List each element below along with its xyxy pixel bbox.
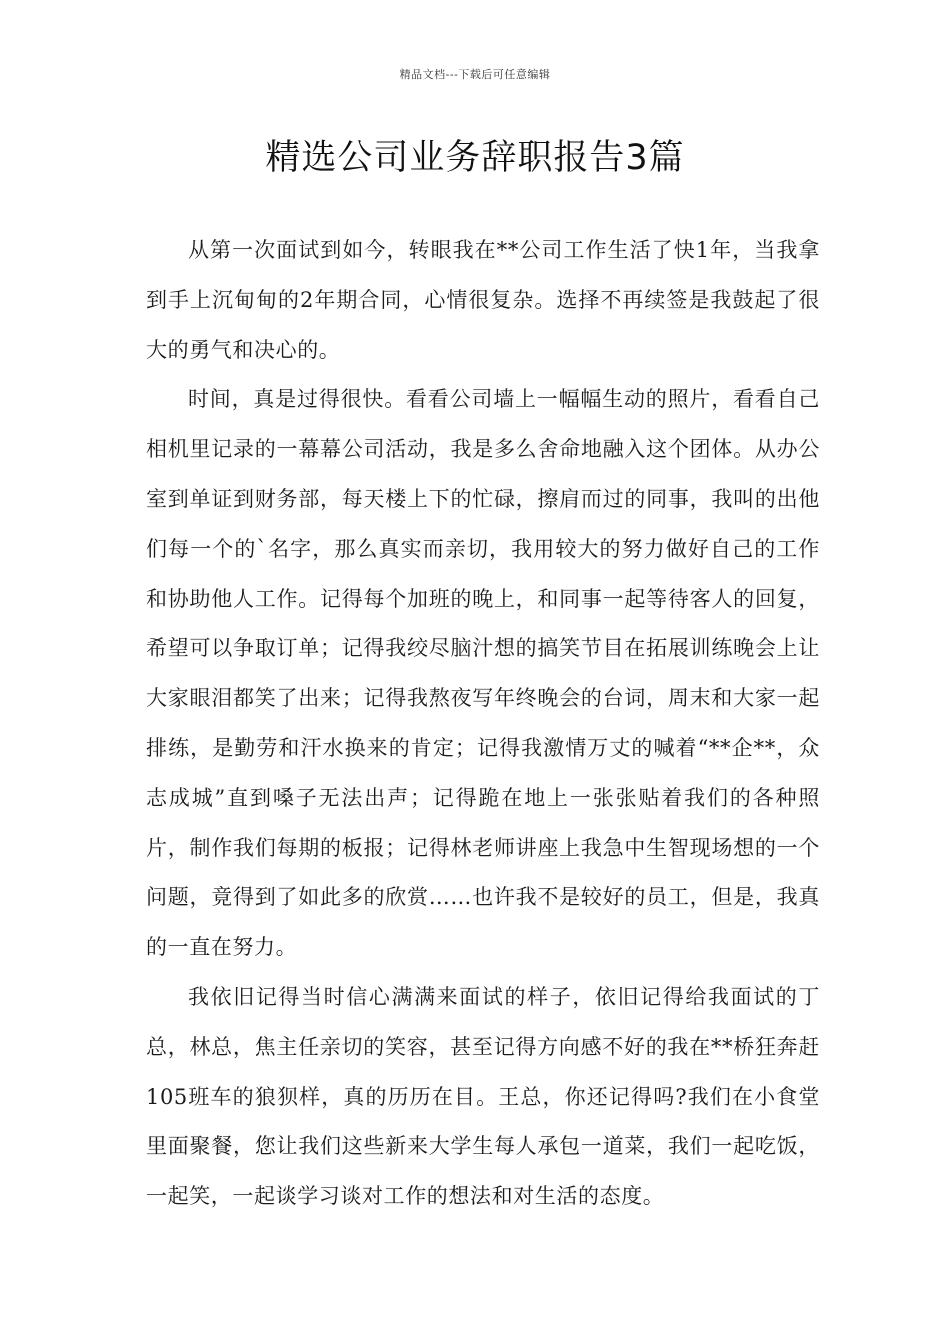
paragraph-3: 我依旧记得当时信心满满来面试的样子，依旧记得给我面试的丁总，林总，焦主任亲切的笑容，甚至记得方向感不好的我在**桥狂奔赶105班车的狼狈样，真的历历在目。王总，你还记得吗?我们在小食堂里面聚餐，您让我们这些新来大学生每人承包一道菜，我们一起吃饭，一起笑，一起谈学习谈对工作的想法和对生活的态度。 xyxy=(146,984,820,1209)
paragraph-2: 时间，真是过得很快。看看公司墙上一幅幅生动的照片，看看自己相机里记录的一幕幕公司活动，我是多么舍命地融入这个团体。从办公室到单证到财务部，每天楼上下的忙碌，擦肩而过的同事，我叫的出他们每一个的`名字，那么真实而亲切，我用较大的努力做好自己的工作和协助他人工作。记得每个加班的晚上，和同事一起等待客人的回复，希望可以争取订单；记得我绞尽脑汁想的搞笑节目在拓展训练晚会上让大家眼泪都笑了出来；记得我熬夜写年终晚会的台词，周末和大家一起排练，是勤劳和汗水换来的肯定；记得我激情万丈的喊着“**企**，众志成城”直到嗓子无法出声；记得跪在地上一张张贴着我们的各种照片，制作我们每期的板报；记得林老师讲座上我急中生智现场想的一个问题，竟得到了如此多的欣赏……也许我不是较好的员工，但是，我真的一直在努力。 xyxy=(146,387,820,960)
document-body xyxy=(146,226,820,1222)
paragraph-1: 从第一次面试到如今，转眼我在**公司工作生活了快1年，当我拿到手上沉甸甸的2年期合同，心情很复杂。选择不再续签是我鼓起了很大的勇气和决心的。 xyxy=(146,238,820,362)
header-note: 精品文档---下载后可任意编辑 xyxy=(399,68,551,81)
document-title: 精选公司业务辞职报告3篇 xyxy=(265,138,685,178)
